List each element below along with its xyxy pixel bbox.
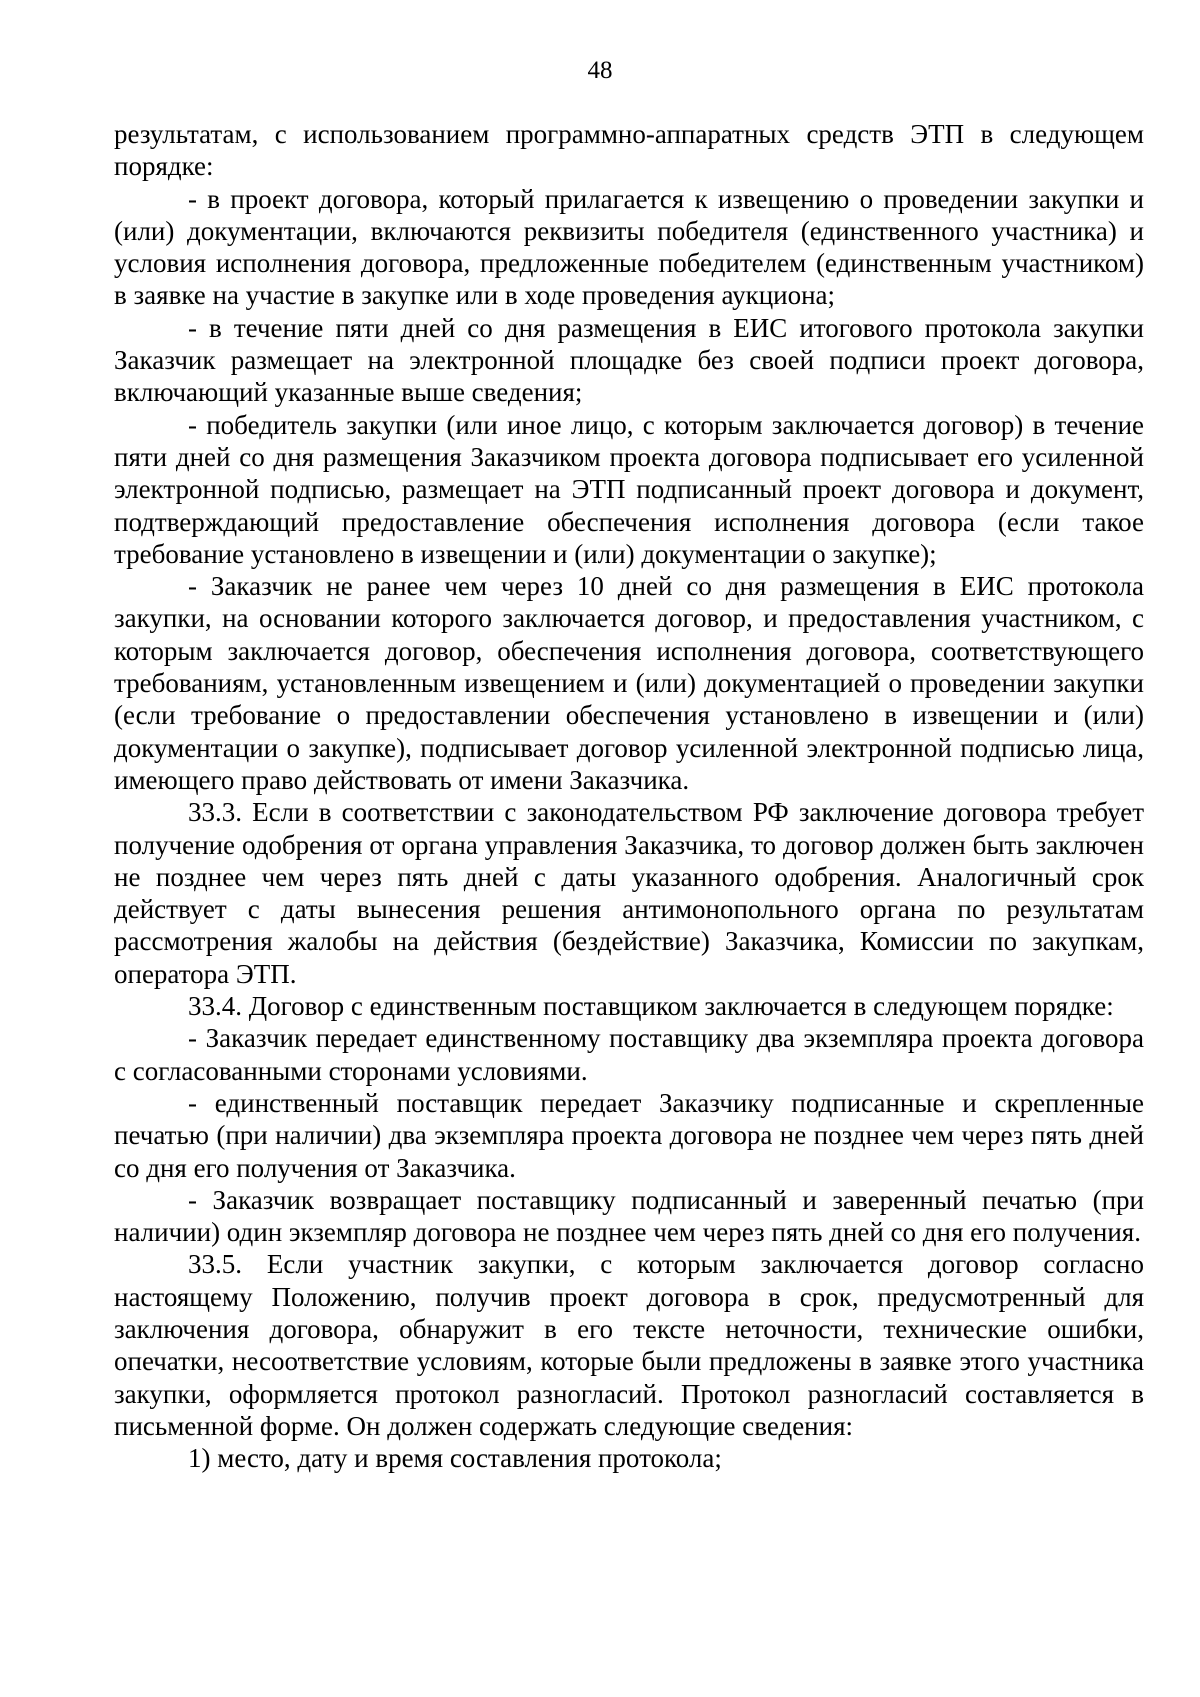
paragraph-bullet-winner-signs: - победитель закупки (или иное лицо, с которым заключается договор) в течение пяти дней со дня размещения Заказчиком проекта договора подписывает его усиленной электронной подписью, размещает на ЭТП подписанный проект договора и документ, подтверждающий предоставление обеспечения исполнения договора (если такое требование установлено в извещении и (или) документации о закупке); [114,409,1144,569]
paragraph-bullet-draft-contract: - в проект договора, который прилагается к извещению о проведении закупки и (или) документации, включаются реквизиты победителя (единственного участника) и условия исполнения договора, предложенные победителем (единственным участником) в заявке на участие в закупке или в ходе проведения аукциона; [114,183,1144,311]
paragraph-continuation: результатам, с использованием программно-аппаратных средств ЭТП в следующем порядке: [114,119,1144,182]
document-body [114,118,1144,1474]
page-number: 48 [587,57,613,84]
paragraph-clause-33-3: 33.3. Если в соответствии с законодательством РФ заключение договора требует получение одобрения от органа управления Заказчика, то договор должен быть заключен не позднее чем через пять дней с даты указанного одобрения. Аналогичный срок действует с даты вынесения решения антимонопольного органа по результатам рассмотрения жалобы на действия (бездействие) Заказчика, Комиссии по закупкам, оператора ЭТП. [114,797,1144,989]
paragraph-bullet-two-copies: - Заказчик передает единственному поставщику два экземпляра проекта договора с согласованными сторонами условиями. [114,1023,1144,1086]
paragraph-bullet-customer-returns: - Заказчик возвращает поставщику подписанный и заверенный печатью (при наличии) один экземпляр договора не позднее чем через пять дней со дня его получения. [114,1184,1144,1248]
paragraph-clause-33-4: 33.4. Договор с единственным поставщиком заключается в следующем порядке: [188,991,1114,1022]
paragraph-bullet-customer-signs: - Заказчик не ранее чем через 10 дней со дня размещения в ЕИС протокола закупки, на основании которого заключается договор, и предоставления участником, с которым заключается договор, обеспечения исполнения договора, соответствующего требованиям, установленным извещением и (или) документацией о проведении закупки (если требование о предоставлении обеспечения установлено в извещении и (или) документации о закупке), подписывает договор усиленной электронной подписью лица, имеющего право действовать от имени Заказчика. [114,571,1144,795]
paragraph-clause-33-5: 33.5. Если участник закупки, с которым заключается договор согласно настоящему Положению, получив проект договора в срок, предусмотренный для заключения договора, обнаружит в его тексте неточности, технические ошибки, опечатки, несоответствие условиям, которые были предложены в заявке этого участника закупки, оформляется протокол разногласий. Протокол разногласий составляется в письменной форме. Он должен содержать следующие сведения: [114,1249,1144,1441]
paragraph-bullet-supplier-returns: - единственный поставщик передает Заказчику подписанные и скрепленные печатью (при наличии) два экземпляра проекта договора не позднее чем через пять дней со дня его получения от Заказчика. [114,1087,1144,1183]
paragraph-list-item-1: 1) место, дату и время составления протокола; [188,1443,722,1474]
paragraph-bullet-five-days-posting: - в течение пяти дней со дня размещения в ЕИС итогового протокола закупки Заказчик размещает на электронной площадке без своей подписи проект договора, включающий указанные выше сведения; [114,312,1144,408]
